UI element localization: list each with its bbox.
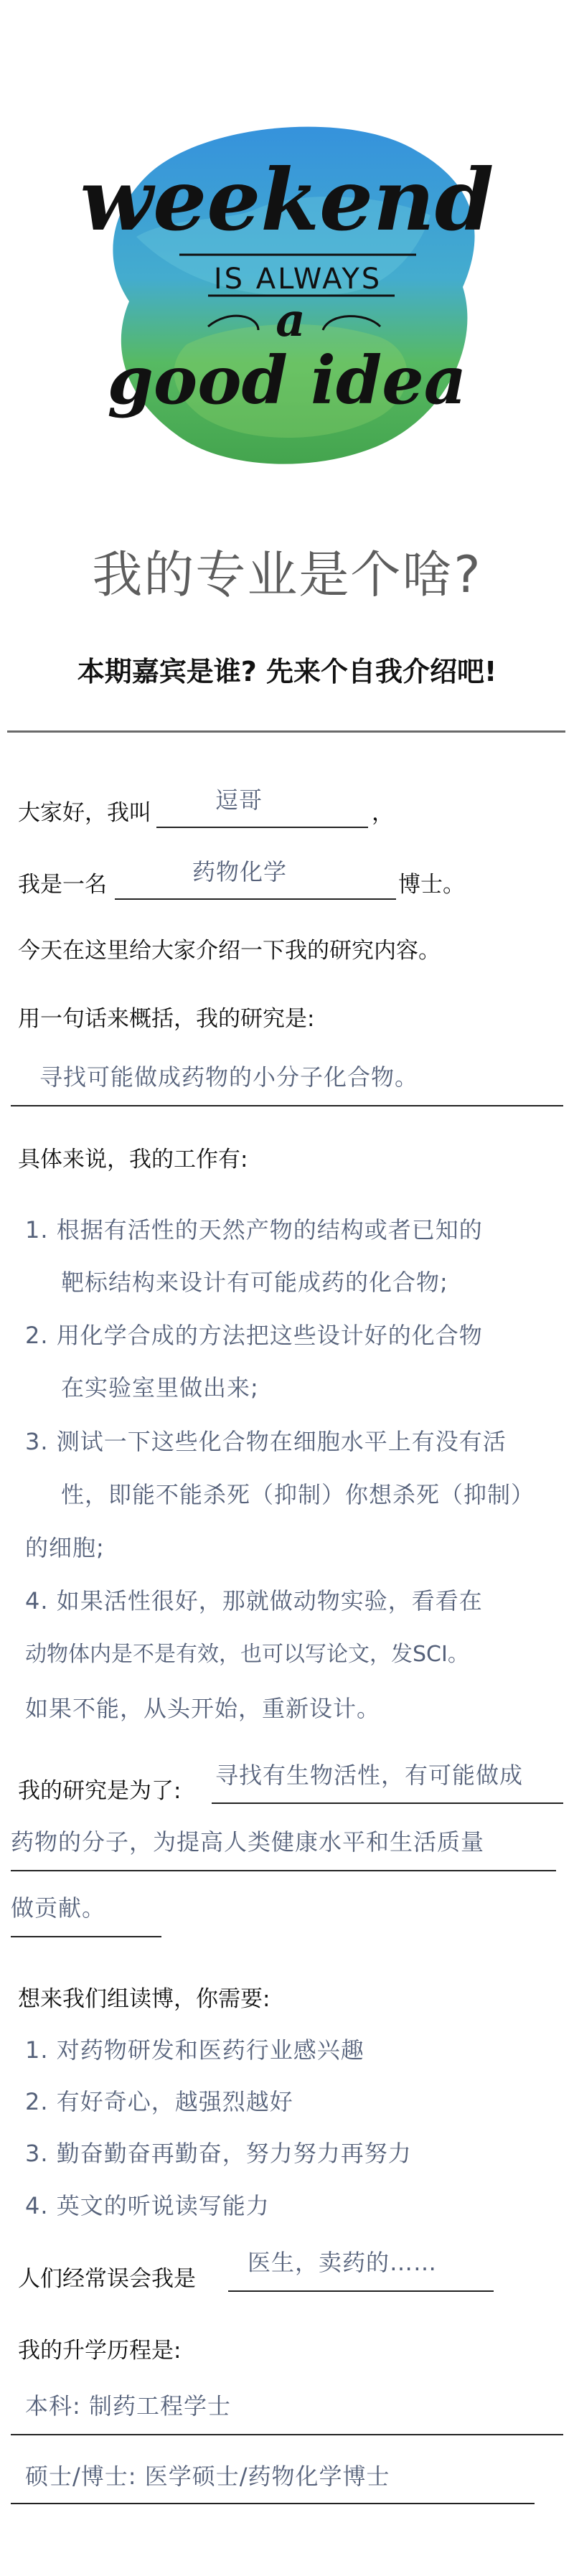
summary-underline xyxy=(11,1105,563,1106)
summary-label: 用一句话来概括，我的研究是: xyxy=(18,1006,315,1032)
guest-intro-heading: 本期嘉宾是谁? 先来个自我介绍吧! xyxy=(77,656,497,687)
major-answer: 药物化学 xyxy=(192,858,288,885)
work-line: 靶标结构来设计有可能成药的化合物; xyxy=(61,1269,448,1296)
requirement-item: 4. 英文的听说读写能力 xyxy=(25,2192,270,2219)
hello-suffix: ， xyxy=(372,800,394,826)
work-line: 动物体内是不是有效，也可以写论文，发SCI。 xyxy=(25,1642,469,1667)
work-line: 性，即能不能杀死（抑制）你想杀死（抑制） xyxy=(61,1481,535,1508)
summary-answer: 寻找可能做成药物的小分子化合物。 xyxy=(39,1063,419,1091)
bachelor-line: 本科: 制药工程学士 xyxy=(25,2392,231,2420)
question-title: 我的专业是个啥? xyxy=(92,545,482,604)
master-phd-underline xyxy=(11,2503,535,2504)
work-line: 3. 测试一下这些化合物在细胞水平上有没有活 xyxy=(25,1428,507,1455)
purpose-underline xyxy=(11,1936,161,1937)
name-blank-line xyxy=(156,827,368,828)
work-line: 2. 用化学合成的方法把这些设计好的化合物 xyxy=(25,1322,483,1349)
misunderstanding-underline xyxy=(228,2290,494,2292)
purpose-underline xyxy=(212,1802,563,1804)
misunderstanding-label: 人们经常误会我是 xyxy=(18,2266,196,2292)
misunderstanding-answer: 医生，卖药的…… xyxy=(248,2249,438,2276)
purpose-underline xyxy=(11,1870,556,1871)
logo-line-1: weekend xyxy=(80,150,494,250)
work-line: 1. 根据有活性的天然产物的结构或者已知的 xyxy=(25,1216,483,1244)
section-divider xyxy=(7,730,565,733)
requirement-item: 3. 勤奋勤奋再勤奋，努力努力再努力 xyxy=(25,2140,412,2167)
major-blank-line xyxy=(115,898,396,900)
role-prefix: 我是一名 xyxy=(18,872,107,898)
today-intro: 今天在这里给大家介绍一下我的研究内容。 xyxy=(18,938,441,964)
bachelor-underline xyxy=(11,2434,563,2435)
logo-line-2: IS ALWAYS xyxy=(213,263,382,296)
purpose-label: 我的研究是为了: xyxy=(18,1778,182,1804)
purpose-line: 做贡献。 xyxy=(11,1894,106,1922)
name-answer: 逗哥 xyxy=(215,786,263,814)
purpose-line: 寻找有生物活性，有可能做成 xyxy=(215,1762,524,1789)
work-line: 的细胞; xyxy=(25,1534,105,1561)
work-label: 具体来说，我的工作有: xyxy=(18,1147,248,1172)
purpose-line: 药物的分子，为提高人类健康水平和生活质量 xyxy=(11,1828,485,1856)
work-line: 4. 如果活性很好，那就做动物实验，看看在 xyxy=(25,1587,483,1614)
hello-prefix: 大家好，我叫 xyxy=(18,800,151,826)
education-label: 我的升学历程是: xyxy=(18,2338,182,2364)
work-line: 如果不能，从头开始，重新设计。 xyxy=(25,1695,381,1722)
master-phd-line: 硕士/博士: 医学硕士/药物化学博士 xyxy=(25,2463,390,2490)
requirement-item: 2. 有好奇心，越强烈越好 xyxy=(25,2088,293,2115)
logo-line-4: good idea xyxy=(107,342,467,419)
requirement-item: 1. 对药物研发和医药行业感兴趣 xyxy=(25,2036,364,2064)
requirements-label: 想来我们组读博，你需要: xyxy=(18,1986,270,2012)
logo-line-3: a xyxy=(276,293,306,347)
role-suffix: 博士。 xyxy=(398,872,465,898)
work-line: 在实验室里做出来; xyxy=(61,1374,259,1401)
weekend-logo xyxy=(43,108,531,488)
